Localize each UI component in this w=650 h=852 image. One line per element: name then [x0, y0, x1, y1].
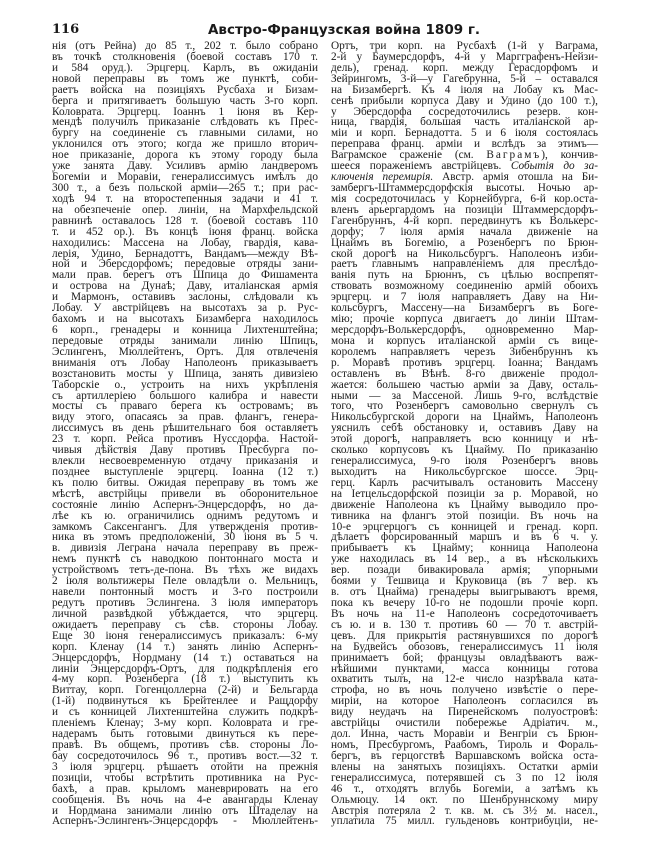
- text-line: 2-й у Баумерсдорфъ, 4-й у Маргграфенъ-Нейзи-: [331, 50, 598, 63]
- text-line: надерамъ быть готовыми двинуться къ пере-: [52, 728, 318, 741]
- text-line: 3 іюля эрцгерц. рѣшаетъ отойти на прежнія: [52, 760, 318, 773]
- text-line: сообщенія. Въ ночь на 4-е авангарды Кленау: [52, 793, 318, 806]
- text-line: на Будвейсъ обозовъ, генералиссимусъ 11 іюля: [331, 640, 598, 653]
- text-line: нѣйшими пунктами, масса конницы готова: [331, 662, 598, 675]
- text-line: (1-й) подвинуться къ Брейтенлее и Ращдорфу: [52, 695, 318, 708]
- text-line: уже находилась въ 14 вер., а въ нѣсколькихъ: [331, 553, 598, 566]
- text-line: Коловрата. Эрцгерц. Іоаннъ 1 іюня въ Кер-: [52, 105, 318, 118]
- text-line: в. дивизія Леграна начала переправу въ преж-: [52, 542, 318, 555]
- text-line: того, что Розенбергъ самовольно свернулъ съ: [331, 400, 598, 413]
- text-line: лѣе къ ю. ограничились однимъ редутомъ и: [52, 509, 318, 522]
- text-line: дель), гренад. корп. между Герасдорфомъ и: [331, 61, 598, 74]
- text-line: бау сосредоточилось 96 т., противъ вост.—32 т.: [52, 749, 318, 762]
- text-line: р. Моравѣ противъ эрцгерц. Іоанна; Вандамъ: [331, 356, 598, 369]
- text-line: съ артиллеріею большого калибра и навести: [52, 389, 318, 402]
- text-line: мію; прочіе корпуса двигаетъ до линіи Штам-: [331, 313, 598, 326]
- text-line: Виттау, корп. Гогенцоллерна (2-й) и Бельгарда: [52, 684, 318, 697]
- text-line: на Бизамбергѣ. Къ 4 іюля на Лобау къ Мас-: [331, 83, 598, 96]
- text-line: позднее выступленіе эрцгерц. Іоанна (12 т.): [52, 465, 318, 478]
- text-line: виду этого, опасаясь за прав. флангъ, генера-: [52, 411, 318, 424]
- text-line: 23 т. корп. Рейса противъ Нуссдорфа. Настой-: [52, 433, 318, 446]
- text-line: дорфу; 7 іюля армія начала движеніе на: [331, 225, 598, 238]
- text-line: міи и корп. Бернадотта. 5 и 6 іюля состоялась: [331, 127, 598, 140]
- text-line: дол. Инна, часть Моравіи и Венгріи съ Брюн-: [331, 728, 598, 741]
- text-line: замбергъ-Штаммерсдорфскія высоты. Ночью ар-: [331, 181, 598, 194]
- text-line: передовые отряды занимали линію Шпицъ,: [52, 334, 318, 347]
- text-line: Гагенбруннъ, 4-й корп. передвинутъ къ Волькерс-: [331, 214, 598, 227]
- text-line: Лобау. У австрійцевъ на высотахъ за р. Рус-: [52, 302, 318, 315]
- text-line: выходитъ на Никольсбургское шоссе. Эрц-: [331, 465, 598, 478]
- text-line: Австрія потеряла 2 т. кв. м. съ 3½ м. насел.,: [331, 804, 598, 817]
- text-line: генералиссимуса, 9-го іюля Розенбергъ вновь: [331, 455, 598, 468]
- text-line: Аспернъ-Эслингенъ-Энцерсдорфъ - Мюллейтенъ-: [52, 815, 318, 828]
- text-line: замкомъ Саксенгангъ. Для утвержденія против-: [52, 520, 318, 533]
- text-line: въ точкѣ столкновенія (боевой составъ 170 т.: [52, 50, 318, 63]
- text-line: состояніе линію Аспернъ-Энцерсдорфъ, но да-: [52, 498, 318, 511]
- text-line: эрцгерц. и 7 іюля направляетъ Даву на Ни-: [331, 291, 598, 304]
- text-line: ной и Эберсдорфомъ; передовые отряды зани-: [52, 258, 318, 271]
- text-line: линіи Энцерсдорфъ-Ортъ, для подкрѣпленія его: [52, 662, 318, 675]
- text-line: раетъ войска на позиціяхъ Русбаха и Бизам-: [52, 83, 318, 96]
- text-line: т. и 452 ор.). Въ концѣ іюня франц. войска: [52, 225, 318, 238]
- text-line: на обезпеченіе опер. линіи, на Мархфельдской: [52, 203, 318, 216]
- text-line: личной развѣдкой убѣждается, что эрцгерц.: [52, 607, 318, 620]
- left-text-column: [52, 41, 318, 827]
- text-line: дѣлаетъ форсированный маршъ и въ 6 ч. у.: [331, 531, 598, 544]
- text-line: и 584 оруд.). Эрцгерц. Карлъ, въ ожиданіи: [52, 61, 318, 74]
- text-segment: ), кончив-: [541, 149, 598, 162]
- text-line: и Мармонъ, оставивъ заслоны, слѣдовали къ: [52, 291, 318, 304]
- text-line: бургу на соединеніе съ главными силами, но: [52, 127, 318, 140]
- text-line: правѣ. Въ общемъ, противъ сѣв. стороны Ло-: [52, 739, 318, 751]
- text-line: ными — за Массеной. Лишь 9-го, вслѣдствіе: [331, 389, 598, 402]
- text-line: ской дорогѣ на Никольсбургъ. Наполеонъ изби-: [331, 247, 598, 260]
- text-line: жается: большею частью арміи за Даву, осталь-: [331, 378, 598, 391]
- text-line: чивыя дѣйствія Даву противъ Пресбурга по-: [52, 444, 318, 457]
- text-line: новой переправы въ томъ же пунктѣ, соби-: [52, 72, 318, 85]
- text-line: 6 корп., гренадеры и конница Лихтенштейна;: [52, 323, 318, 336]
- text-line: движеніе Наполеона къ Цнайму выводило про-: [331, 498, 598, 511]
- text-line: Энцерсдорфъ, Нордману (14 т.) оставаться на: [52, 651, 318, 664]
- text-line: Богеміи и Моравіи, генералиссимусъ имѣлъ до: [52, 171, 318, 184]
- text-line: и съ конницей Лихтенштейна служить подкрѣ-: [52, 706, 318, 719]
- text-line: в. отъ Цнайма) гренадеры выигрываютъ время,: [331, 586, 598, 599]
- text-line: бахѣ, а прав. крыломъ маневрировать на его: [52, 782, 318, 795]
- text-line: бахомъ и на высотахъ Бизамберга находилось: [52, 313, 318, 326]
- text-line: вниманія отъ Лобау Наполеонъ приказываетъ: [52, 356, 318, 369]
- text-line: номъ, Пресбургомъ, Раабомъ, Тироль и Фораль-: [331, 739, 598, 751]
- text-line: Зейрингомъ, 3-й—у Гагебрунна, 5-й – оставался: [331, 72, 598, 85]
- text-line: у Эберсдорфа сосредоточились резерв. кон-: [331, 105, 598, 118]
- text-line: Ортъ, три корп. на Русбахѣ (1-й у Ваграма,: [331, 40, 598, 52]
- text-line: возстановить мосты у Шпица, занять дивизіею: [52, 367, 318, 380]
- text-line: 4-му корп. Розенберга (18 т.) выступить къ: [52, 673, 318, 686]
- text-line: боями у Тешвица и Круковица (въ 7 вер. къ: [331, 575, 598, 588]
- text-line: Эслингенъ, Мюллейтенъ, Ортъ. Для отвлеченія: [52, 345, 318, 358]
- text-line: мона и корпусъ италіанской арміи съ вице-: [331, 334, 598, 347]
- text-line: ствовать возможному соединенію армій обоихъ: [331, 280, 598, 293]
- text-line: съ ю. и в. 130 т. противъ 60 — 70 т. австрій-: [331, 618, 598, 631]
- text-line: и острова на Дунаѣ; Даву, италіанская армія: [52, 280, 318, 293]
- text-line: переправа франц. арміи и вслѣдъ за этимъ—: [331, 138, 598, 151]
- text-line: генералиссимуса, потерявшей съ 3 по 12 іюля: [331, 771, 598, 784]
- text-line: равнинѣ оставалось 128 т. (боевой составъ 110: [52, 214, 318, 227]
- text-line: корп. Кленау (14 т.) занять линію Аспернъ-: [52, 640, 318, 653]
- text-line: миріи, на которое Наполеонъ согласился въ: [331, 695, 598, 708]
- right-text-column: [331, 41, 598, 827]
- text-line: 46 т., отходятъ вглубь Богеміи, а затѣмъ къ: [331, 782, 598, 795]
- text-line: ника въ этомъ предположеніи, 30 іюня въ 5 ч.: [52, 531, 318, 544]
- text-line: ходѣ 94 т. на второстепенныя задачи и 41 т.: [52, 192, 318, 205]
- text-line: раетъ главнымъ направленіемъ для преслѣдо-: [331, 258, 598, 271]
- text-line: навели понтонный мостъ и 3-го построили: [52, 586, 318, 599]
- text-line: этой дорогѣ, направляетъ всю конницу и нѣ-: [331, 433, 598, 446]
- text-line: ожидаетъ переправу съ сѣв. стороны Лобау.: [52, 618, 318, 631]
- text-line: сколько корпусовъ къ Цнайму. По приказанію: [331, 444, 598, 457]
- text-line: сенѣ прибыли корпуса Даву и Удино (до 100 т.),: [331, 94, 598, 107]
- text-line: лиссимусъ въ день рѣшительнаго боя оставляетъ: [52, 422, 318, 435]
- text-line: королемъ направляетъ черезъ Зибенбруннъ къ: [331, 345, 598, 358]
- text-line: мосты съ праваго берега къ островамъ; въ: [52, 400, 318, 413]
- italic-text: ключенія перемирія.: [331, 171, 434, 184]
- page-number: 116: [52, 22, 80, 37]
- text-line: пленіемъ Кленау; 3-му корп. Коловрата и гре-: [52, 717, 318, 730]
- text-line: мѣстѣ, австрійцы привели въ оборонительное: [52, 487, 318, 500]
- text-line: и Нордмана занимали линію отъ Штаделау на: [52, 804, 318, 817]
- text-line: 300 т., а безъ польской арміи—265 т.; при рас-: [52, 181, 318, 194]
- text-line: лерія, Удино, Бернадоттъ, Вандамъ—между Вѣ-: [52, 247, 318, 260]
- text-line: Цнаймъ въ Богемію, а Розенбергъ по Брюн-: [331, 236, 598, 249]
- text-line: вленъ арьергардомъ на позиціи Штаммерсдорфъ-: [331, 203, 598, 216]
- text-line: находились: Массена на Лобау, гвардія, кава-: [52, 236, 318, 249]
- text-line: мерсдорфъ-Волькерсдорфъ, одновременно Мар-: [331, 323, 598, 336]
- text-line: уяснилъ себѣ обстановку и, оставивъ Даву на: [331, 422, 598, 435]
- text-line: нія (отъ Рейна) до 85 т., 202 т. было собрано: [52, 40, 318, 52]
- text-line: позиціи, чтобы встрѣтить противника на Рус-: [52, 771, 318, 784]
- text-line: ное приказаніе, дорога къ этому городу была: [52, 149, 318, 162]
- text-line: Еще 30 іюня генералиссимусъ приказалъ: 6-му: [52, 629, 318, 642]
- text-line: берга и притягиваетъ большую часть 3-го корп.: [52, 94, 318, 107]
- text-line: уже занята Даву. Усиливъ армію ландверомъ: [52, 160, 318, 173]
- text-segment: Ваграмское сраженіе (см.: [331, 149, 487, 162]
- text-line: ница, гвардія, большая часть италіанской ар-: [331, 116, 598, 129]
- text-line: цевъ. Для прикрытія растянувшихся по дорогѣ: [331, 629, 598, 642]
- text-line: на Іетцельсдорфской позиціи за р. Моравой, но: [331, 487, 598, 500]
- text-line: Таборскіе о., устроить на нихъ укрѣпленія: [52, 378, 318, 391]
- text-line: влекли несвоевременную отдачу приказанія и: [52, 455, 318, 468]
- text-line: уплатила 75 милл. гульденовъ контрибуціи, не-: [331, 815, 598, 828]
- text-line: Въ ночь на 11-е Наполеонъ сосредоточиваетъ: [331, 607, 598, 620]
- text-line: 2 іюля вольтижеры Пеле овладѣли о. Мельницъ,: [52, 575, 318, 588]
- text-line: кольсбургъ, Массену—на Бизамбергъ въ Боге-: [331, 302, 598, 315]
- text-line: редутъ противъ Эслингена. 3 іюля императоръ: [52, 597, 318, 610]
- text-line: 10-е эрцгерцогъ съ конницей и гренад. корп.: [331, 520, 598, 533]
- text-line: влены на занятыхъ позиціяхъ. Остатки арміи: [331, 760, 598, 773]
- text-line: виду неудачъ на Пиренейскомъ полуостровѣ:: [331, 706, 598, 719]
- text-line: вер. позади бивакировала армія; упорными: [331, 564, 598, 577]
- text-segment: шееся пораженіемъ австрійцевъ.: [331, 160, 511, 173]
- text-segment: Австр. армія отошла на Би-: [433, 171, 598, 184]
- text-line: оставленъ въ Вѣнѣ. 8-го движеніе продол-: [331, 367, 598, 380]
- text-line: мія сосредоточилась у Корнейбурга, 6-й кор.оста-: [331, 192, 598, 205]
- running-title: Австро-Французская война 1809 г.: [207, 22, 480, 38]
- text-line: немъ пунктѣ съ наводкою понтоннаго моста и: [52, 553, 318, 566]
- text-line: пока къ вечеру 10-го не подошли прочіе корп.: [331, 597, 598, 610]
- text-line: принимаетъ бой; французы овладѣваютъ важ-: [331, 651, 598, 664]
- italic-text: Событія до за-: [510, 160, 598, 173]
- text-line: мендѣ получилъ приказаніе слѣдовать къ Прес-: [52, 116, 318, 129]
- text-line: прибываетъ къ Цнайму; конница Наполеона: [331, 542, 598, 555]
- spaced-crossref: Ваграмъ: [486, 149, 542, 162]
- text-line: мали прав. берегъ отъ Шпица до Фишамента: [52, 269, 318, 282]
- text-line: бергъ, въ герцогствѣ Варшавскомъ войска оста-: [331, 749, 598, 762]
- text-line: устройствомъ тетъ-де-пона. Въ тѣхъ же видахъ: [52, 564, 318, 577]
- text-line: ванія путь на Брюннъ, съ цѣлью воспрепят-: [331, 269, 598, 282]
- text-line: тивника на флангъ этой позиціи. Въ ночь на: [331, 509, 598, 522]
- text-line: герц. Карлъ расчитывалъ остановить Массену: [331, 476, 598, 489]
- text-line: Никольсбургской дороги на Цнаймъ, Наполеонъ: [331, 411, 598, 424]
- text-line: уклонился отъ этого; когда же пришло вторич-: [52, 138, 318, 151]
- text-line: охватить тылъ, на 12-е число назрѣвала ката-: [331, 673, 598, 686]
- text-line: австрійцы очистили побережье Адріатич. м.,: [331, 717, 598, 730]
- text-line: строфа, но въ ночь получено извѣстіе о пере-: [331, 684, 598, 697]
- text-line: къ полю битвы. Ожидая переправу въ томъ же: [52, 476, 318, 489]
- text-line: Ольмюцу. 14 окт. по Шенбруннскому миру: [331, 793, 598, 806]
